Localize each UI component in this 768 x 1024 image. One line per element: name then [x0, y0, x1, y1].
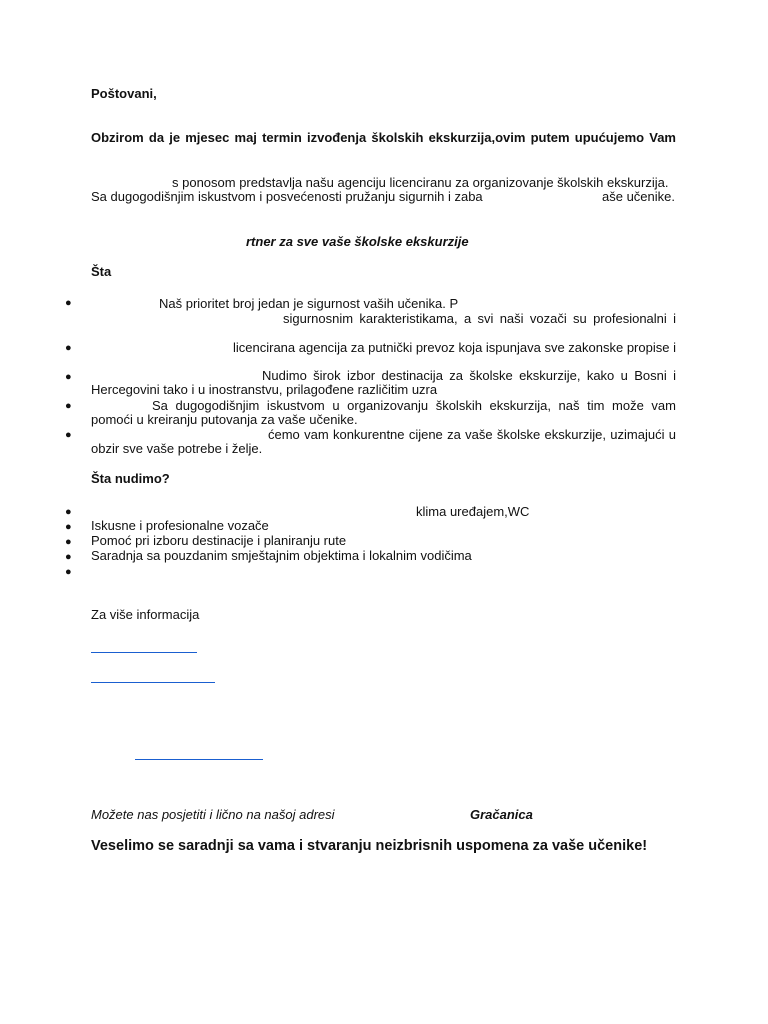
bullet-dot: ●	[65, 371, 72, 383]
list-item: Nudimo širok izbor destinacija za školske ekskurzije, kako u Bosni i	[262, 368, 676, 383]
list-item: Hercegovini tako i u inostranstvu, prilagođene različitim uzra	[91, 382, 438, 397]
list-item: Iskusne i profesionalne vozače	[91, 518, 269, 533]
city: Gračanica	[470, 807, 533, 822]
bullet-dot: ●	[65, 400, 72, 412]
intro-line: Obzirom da je mjesec maj termin izvođenja školskih ekskurzija,ovim putem upućujemo Vam	[91, 130, 676, 145]
address-text: Možete nas posjetiti i lično na našoj adresi	[91, 807, 335, 822]
list-item: pomoći u kreiranju putovanja za vaše učenike.	[91, 412, 358, 427]
heading-offer: Šta nudimo?	[91, 471, 170, 486]
para1-line2b: aše učenike.	[602, 189, 675, 204]
subtitle: rtner za sve vaše školske ekskurzije	[246, 234, 469, 249]
bullet-dot: ●	[65, 297, 72, 309]
link-underline[interactable]	[135, 759, 263, 760]
heading-sta: Šta	[91, 264, 112, 279]
bullet-dot: ●	[65, 506, 72, 518]
para1-line2a: Sa dugogodišnjim iskustvom i posvećenosti pružanju sigurnih i zaba	[91, 189, 483, 204]
list-item: obzir sve vaše potrebe i želje.	[91, 441, 263, 456]
list-item: klima uređajem,WC	[416, 504, 530, 519]
list-item: Saradnja sa pouzdanim smještajnim objektima i lokalnim vodičima	[91, 548, 472, 563]
list-item: Pomoć pri izboru destinacije i planiranju rute	[91, 533, 347, 548]
list-item: licencirana agencija za putnički prevoz koja ispunjava sve zakonske propise i	[233, 340, 676, 355]
list-item: sigurnosnim karakteristikama, a svi naši vozači su profesionalni i	[283, 311, 676, 326]
bullet-dot: ●	[65, 536, 72, 548]
bullet-dot: ●	[65, 566, 72, 578]
bullet-dot: ●	[65, 342, 72, 354]
bullet-dot: ●	[65, 521, 72, 533]
closing-line: Veselimo se saradnji sa vama i stvaranju neizbrisnih uspomena za vaše učenike!	[91, 838, 648, 854]
more-info: Za više informacija	[91, 607, 200, 622]
link-underline[interactable]	[91, 652, 197, 653]
list-item: Naš prioritet broj jedan je sigurnost vaših učenika. P	[159, 296, 459, 311]
greeting: Poštovani,	[91, 86, 157, 101]
para1-line1: s ponosom predstavlja našu agenciju licenciranu za organizovanje školskih ekskurzija.	[172, 175, 669, 190]
list-item: ćemo vam konkurentne cijene za vaše školske ekskurzije, uzimajući u	[268, 427, 676, 442]
bullet-dot: ●	[65, 429, 72, 441]
link-underline[interactable]	[91, 682, 215, 683]
list-item: Sa dugogodišnjim iskustvom u organizovanju školskih ekskurzija, naš tim može vam	[152, 398, 676, 413]
bullet-dot: ●	[65, 551, 72, 563]
